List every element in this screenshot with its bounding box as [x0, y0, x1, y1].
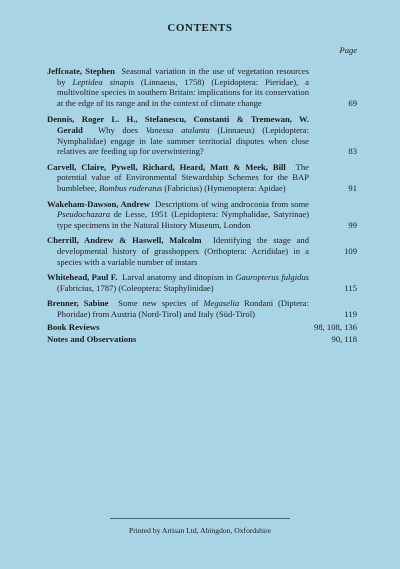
- footer-divider: [110, 518, 290, 519]
- entry-text-rest: (Fabricius, 1787) (Coleoptera: Staphylinidae): [57, 282, 214, 293]
- entry-authors: Brenner, Sabine: [47, 298, 109, 309]
- entry-page: 99: [348, 219, 357, 230]
- contents-entry: [47, 235, 357, 267]
- contents-entry: [47, 199, 357, 231]
- entry-species: Pseudochazara: [57, 209, 110, 220]
- entry-page: 69: [348, 97, 357, 108]
- entry-page: 115: [344, 282, 357, 293]
- entry-species: Vanessa atalanta: [145, 124, 210, 135]
- entry-authors: Dennis, Roger L. H., Stefanescu, Constanti & Tremewan, W. Gerald: [47, 114, 309, 135]
- entry-page: 83: [348, 146, 357, 157]
- book-reviews-pages: 98, 108, 136: [314, 322, 357, 333]
- printer-footer: Printed by Artisan Ltd, Abingdon, Oxfordshire: [129, 526, 271, 535]
- entry-authors: Cherrill, Andrew & Haswell, Malcolm: [47, 235, 202, 246]
- contents-entry: [47, 114, 357, 156]
- entry-page: 119: [344, 308, 357, 319]
- entry-page: 91: [348, 182, 357, 193]
- entry-text: Seasonal variation in the use of vegetation resources by: [57, 66, 310, 87]
- book-reviews-label: Book Reviews: [47, 322, 100, 333]
- entry-text: The potential value of Environmental Stewardship Schemes for the BAP bumblebee,: [57, 161, 309, 193]
- entry-text-rest: Rondani (Diptera: Phoridae) from Austria (Nord-Tirol) and Italy (Süd-Tirol): [57, 298, 309, 319]
- book-reviews-row: [47, 322, 357, 333]
- page-column-header: Page: [339, 45, 357, 55]
- contents-entry: [47, 298, 357, 319]
- notes-pages: 90, 118: [331, 334, 357, 345]
- entry-authors: Carvell, Claire, Pywell, Richard, Heard, Matt & Meek, Bill: [47, 161, 286, 172]
- notes-label: Notes and Observations: [47, 334, 137, 345]
- entry-authors: Wakeham-Dawson, Andrew: [47, 198, 150, 209]
- contents-list: [47, 66, 357, 346]
- contents-entry: [47, 66, 357, 108]
- entry-authors: Jeffcoate, Stephen: [47, 66, 115, 76]
- entry-authors: Whitehead, Paul F.: [47, 272, 118, 283]
- entry-species: Megaselia: [203, 298, 240, 309]
- entry-species: Gauropterus fulgidus: [235, 272, 310, 283]
- entry-page: 109: [344, 245, 357, 256]
- entry-text: Larval anatomy and ditopism in: [122, 272, 236, 283]
- entry-species: Bombus ruderatus: [99, 182, 163, 193]
- page-title: CONTENTS: [167, 22, 233, 34]
- entry-text: Why does: [98, 124, 146, 135]
- entry-text-rest: (Linnaeus, 1758) (Lepidoptera: Pieridae), a multivoltine species in southern Britain: implications for its conservation at the edge of its range and in the context of climate change: [57, 76, 309, 108]
- entry-text-rest: de Lesse, 1951 (Lepidoptera: Nymphalidae, Satyrinae) type specimens in the Natural History Museum, London: [57, 209, 309, 230]
- entry-text: Descriptions of wing androconia from some: [155, 198, 309, 209]
- notes-row: [47, 334, 357, 345]
- entry-text-rest: (Linnaeus) (Lepidoptera: Nymphalidae) engage in late summer territorial disputes when close relatives are feeding up for overwintering?: [57, 124, 309, 157]
- entry-text-rest: (Fabricius) (Hymenoptera: Apidae): [162, 182, 286, 193]
- entry-text: Identifying the stage and developmental history of grasshoppers (Orthoptera: Acrididae) in a species with a variable number of instars: [57, 235, 309, 267]
- contents-entry: [47, 162, 357, 194]
- contents-entry: [47, 272, 357, 293]
- entry-species: Leptidea sinapis: [72, 76, 134, 87]
- entry-text: Some new species of: [118, 298, 204, 309]
